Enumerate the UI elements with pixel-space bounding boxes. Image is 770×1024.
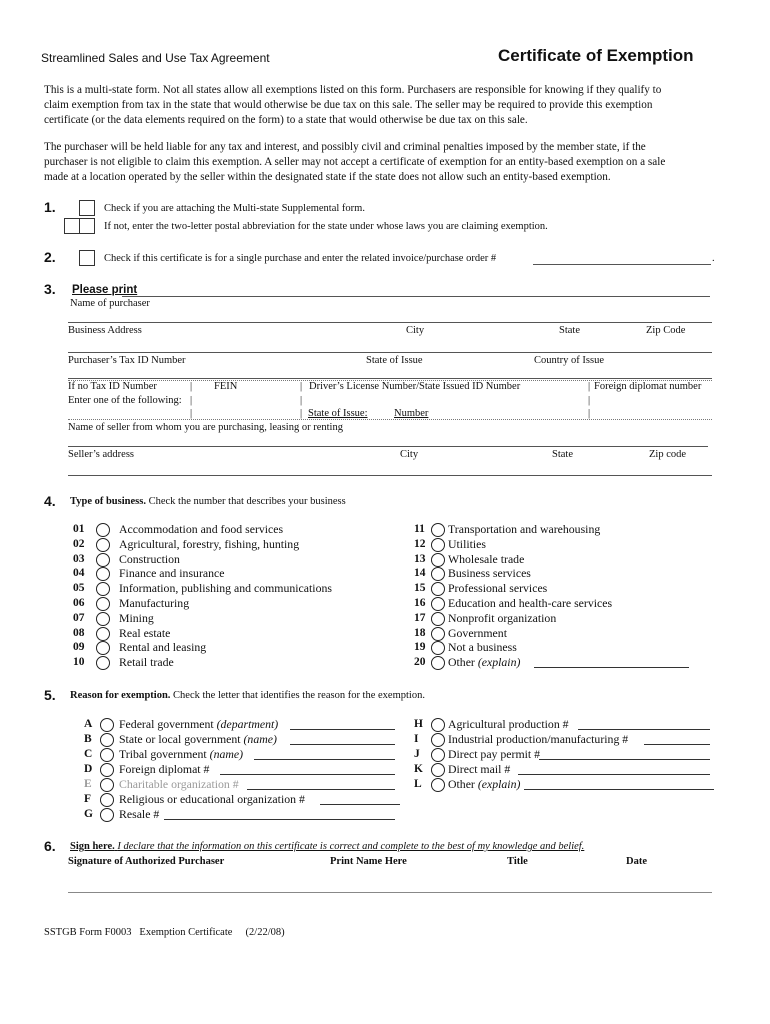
option-code: 01 [73,523,85,535]
seller-zip-label: Zip code [649,449,687,460]
seller-state-label: State [552,449,573,460]
pipe: | [190,408,193,419]
sign-declaration [70,841,584,852]
invoice-suffix: . [712,253,715,264]
seller-address-label: Seller’s address [68,449,134,460]
option-code: 13 [414,552,426,565]
option-code: 17 [414,611,426,624]
option-fill-line[interactable] [290,729,395,730]
option-label [119,596,189,611]
invoice-number-field[interactable] [533,264,711,265]
drivers-license-label: Driver’s License Number/State Issued ID Number [309,381,521,392]
option-label [119,655,174,670]
option-label-italic: (name) [243,732,277,746]
section-1-number: 1. [44,199,56,215]
option-code: H [414,718,423,730]
agreement-title: Streamlined Sales and Use Tax Agreement [41,51,270,65]
option-code: 08 [73,626,85,639]
pipe: | [588,381,591,392]
option-code: 09 [73,641,85,654]
option-code: I [414,733,419,745]
option-label-text: Direct mail # [448,762,511,776]
option-radio[interactable] [96,597,110,611]
footer-form-name: Exemption Certificate [139,927,233,938]
option-code: 05 [73,582,85,595]
option-label [119,566,224,581]
intro-paragraph-2 [44,140,734,185]
business-address-label: Business Address [68,325,142,336]
purchaser-name-field[interactable] [68,322,712,323]
option-code: 10 [73,656,85,669]
dl-state-of-issue-label: State of Issue: [308,408,368,419]
option-label-text: Professional services [448,581,548,596]
signature-line[interactable] [68,892,712,893]
option-label [448,566,531,581]
title-label: Title [507,856,528,867]
footer-form-date: (2/22/08) [245,927,285,938]
option-label [119,537,299,552]
please-print-label: Please print [72,284,138,296]
foreign-diplomat-label: Foreign diplomat number [594,381,702,392]
option-radio[interactable] [431,523,445,537]
intro-p1-line: certificate (or the data elements required on the form) to a state that would otherwise be due tax on this sale. [44,114,528,126]
option-label-italic: (department) [216,717,279,731]
option-label-text: Nonprofit organization [448,610,557,625]
footer-form-number: SSTGB Form F0003 [44,927,132,938]
option-radio[interactable] [431,718,445,732]
declaration-text: I declare that the information on this certificate is correct and complete to the best of my knowledge and belief. [117,841,585,852]
option-code: 11 [414,523,425,535]
intro-p1-line: claim exemption from tax in the state that would otherwise be due tax on this sale. The seller may be required to provide this exemption [44,99,653,111]
option-radio[interactable] [431,597,445,611]
option-label [119,717,278,732]
option-code: C [84,748,93,760]
option-radio[interactable] [431,748,445,762]
option-code: 03 [73,552,85,565]
option-label [119,747,243,762]
tax-id-label: Purchaser’s Tax ID Number [68,355,186,366]
option-radio[interactable] [100,733,114,747]
option-label-text: Rental and leasing [119,640,207,655]
please-print-rule [122,296,710,297]
option-fill-line[interactable] [534,667,689,668]
option-label-text: Tribal government [119,747,207,761]
option-radio[interactable] [431,582,445,596]
section-6-number: 6. [44,838,56,854]
intro-p2-line: The purchaser will be held liable for any tax and interest, and possibly civil and criminal penalties imposed by the member state, if the [44,141,646,153]
option-label [119,522,283,537]
section-5-number: 5. [44,687,56,703]
option-fill-line[interactable] [247,789,395,790]
intro-paragraph-1 [44,83,734,128]
option-code: K [414,763,423,775]
sign-here-label: Sign here. [70,841,115,852]
option-label [448,581,547,596]
option-code: 18 [414,626,426,639]
option-label-text: Direct pay permit # [448,747,541,761]
option-code: E [84,778,92,790]
single-purchase-label: Check if this certificate is for a single purchase and enter the related invoice/purchase order # [104,253,497,264]
option-label-text: State or local government [119,732,241,746]
option-label-text: Transportation and warehousing [448,522,601,536]
option-fill-line[interactable] [524,789,714,790]
type-of-business-title: Type of business. [70,496,146,507]
pipe: | [300,408,303,419]
option-label-text: Other [448,777,475,791]
option-label-text: Mining [119,610,154,625]
option-label-text: Foreign diplomat # [119,762,210,776]
option-code: 19 [414,641,426,654]
option-label-text: Finance and insurance [119,566,225,581]
option-radio[interactable] [100,718,114,732]
option-fill-line[interactable] [254,759,395,760]
intro-p1-line: This is a multi-state form. Not all states allow all exemptions listed on this form. Purchasers are responsible for knowing if they qualify to [44,84,662,96]
option-fill-line[interactable] [320,804,400,805]
pipe: | [190,395,193,406]
option-label [119,732,277,747]
option-radio[interactable] [100,748,114,762]
option-label [119,762,209,777]
option-label-text: Federal government [119,717,214,731]
reason-instruction: Check the letter that identifies the reason for the exemption. [173,690,425,701]
option-code: 02 [73,537,85,550]
option-label [119,640,206,655]
state-label: State [559,325,580,336]
seller-name-field[interactable] [68,446,708,447]
option-radio[interactable] [100,778,114,792]
option-label-text: Not a business [448,640,517,655]
option-radio[interactable] [100,763,114,777]
seller-city-label: City [400,449,419,460]
no-tax-id-label: If no Tax ID Number [68,381,157,392]
option-label-text: Utilities [448,536,487,551]
option-code: D [84,763,93,775]
option-radio[interactable] [431,627,445,641]
state-abbrev-box-1[interactable] [64,218,80,234]
id-row-dotted-rule [68,419,712,420]
option-label [448,626,507,641]
option-fill-line[interactable] [220,774,395,775]
option-label-text: Agricultural, forestry, fishing, hunting [119,536,300,551]
option-label-italic: (name) [209,747,244,761]
footer [44,927,285,938]
option-label [448,611,556,626]
multistate-label: Check if you are attaching the Multi-state Supplemental form. [104,203,365,214]
dl-number-label: Number [394,408,429,419]
option-radio[interactable] [96,627,110,641]
option-radio[interactable] [100,808,114,822]
option-radio[interactable] [96,641,110,655]
pipe: | [300,381,303,392]
option-label-italic: (explain) [477,777,521,791]
option-radio[interactable] [431,778,445,792]
option-radio[interactable] [431,538,445,552]
option-fill-line[interactable] [539,759,710,760]
pipe: | [190,381,193,392]
enter-one-label: Enter one of the following: [68,395,182,406]
option-label [448,732,628,747]
purchaser-name-label: Name of purchaser [70,298,150,309]
reason-title: Reason for exemption. [70,690,171,701]
option-radio[interactable] [96,523,110,537]
option-label-text: Retail trade [119,655,174,670]
option-code: 16 [414,597,426,609]
option-label-text: Construction [119,551,180,566]
option-label-text: Resale # [119,807,160,821]
option-radio[interactable] [96,612,110,626]
option-radio[interactable] [96,567,110,581]
option-radio[interactable] [100,793,114,807]
option-radio[interactable] [431,641,445,655]
option-label-text: Agricultural production # [448,717,569,731]
option-label [119,807,159,822]
option-code: F [84,793,92,805]
city-label: City [406,325,425,336]
option-label [448,552,524,567]
print-name-label: Print Name Here [330,856,407,867]
option-code: 04 [73,567,85,580]
option-radio[interactable] [431,567,445,581]
option-label-text: Religious or educational organization # [119,792,305,806]
type-of-business-heading [70,496,346,507]
option-code: 06 [73,597,85,609]
option-label-italic: (explain) [477,655,521,670]
reason-heading [70,690,425,701]
business-address-field[interactable] [68,352,712,353]
option-radio[interactable] [96,538,110,552]
option-radio[interactable] [96,553,110,567]
option-label-text: Charitable organization # [119,777,239,791]
option-label-text: Manufacturing [119,596,190,610]
pipe: | [588,395,591,406]
option-label [119,777,239,792]
option-label [448,747,540,762]
option-label [448,596,612,611]
country-of-issue-label: Country of Issue [534,355,604,366]
type-of-business-instruction: Check the number that describes your business [148,496,346,507]
option-radio[interactable] [96,582,110,596]
pipe: | [300,395,303,406]
option-fill-line[interactable] [578,729,710,730]
seller-address-field[interactable] [68,475,712,476]
intro-p2-line: made at a location operated by the seller within the designated state if the state does not allow such an entity-based exemption. [44,171,611,183]
state-abbrev-box-2[interactable] [79,218,95,234]
option-label [448,537,486,552]
option-radio[interactable] [431,733,445,747]
option-label-text: Information, publishing and communications [119,581,332,596]
option-fill-line[interactable] [164,819,395,820]
signature-label: Signature of Authorized Purchaser [68,856,225,867]
zip-code-label: Zip Code [646,325,686,336]
single-purchase-checkbox[interactable] [79,250,95,266]
section-4-number: 4. [44,493,56,509]
option-label-text: Industrial production/manufacturing # [448,732,629,746]
section-2-number: 2. [44,249,56,265]
state-of-issue-label: State of Issue [366,355,423,366]
option-label-text: Other [448,655,475,670]
option-label [119,581,332,596]
option-fill-line[interactable] [518,774,710,775]
intro-p2-line: purchaser is not eligible to claim this exemption. A seller may not accept a certificate of exemption for an entity-based exemption on a sale [44,156,666,168]
option-fill-line[interactable] [290,744,395,745]
option-code: L [414,778,422,790]
option-label [448,522,600,537]
certificate-title: Certificate of Exemption [498,46,694,65]
tax-id-field[interactable] [68,378,712,379]
option-code: 20 [414,656,426,669]
option-label-text: Education and health-care services [448,596,613,610]
option-code: B [84,733,92,745]
option-label [448,762,510,777]
option-label [119,792,305,807]
option-label-text: Business services [448,566,531,581]
option-code: 07 [73,611,85,624]
option-label-text: Government [448,625,507,640]
option-code: G [84,808,93,820]
section-3-number: 3. [44,281,56,297]
option-label-text: Accommodation and food services [119,522,284,536]
option-label [448,640,517,655]
pipe: | [588,408,591,419]
option-radio[interactable] [431,553,445,567]
option-code: 12 [414,537,426,550]
option-label [119,611,154,626]
option-fill-line[interactable] [644,744,710,745]
option-code: 15 [414,582,426,595]
fein-label: FEIN [214,381,238,392]
option-label [448,777,520,792]
option-label [119,552,180,567]
option-code: A [84,718,93,730]
option-radio[interactable] [431,612,445,626]
option-radio[interactable] [431,763,445,777]
option-code: J [414,748,420,760]
option-label-text: Wholesale trade [448,551,525,566]
option-label [448,655,520,670]
date-label: Date [626,856,647,867]
multistate-checkbox[interactable] [79,200,95,216]
state-abbrev-label: If not, enter the two-letter postal abbreviation for the state under whose laws you are claiming exemption. [104,221,548,232]
option-label [448,717,569,732]
seller-name-label: Name of seller from whom you are purchasing, leasing or renting [68,422,343,433]
option-code: 14 [414,567,426,580]
option-radio[interactable] [431,656,445,670]
option-label-text: Real estate [119,625,171,640]
option-label [119,626,170,641]
option-radio[interactable] [96,656,110,670]
